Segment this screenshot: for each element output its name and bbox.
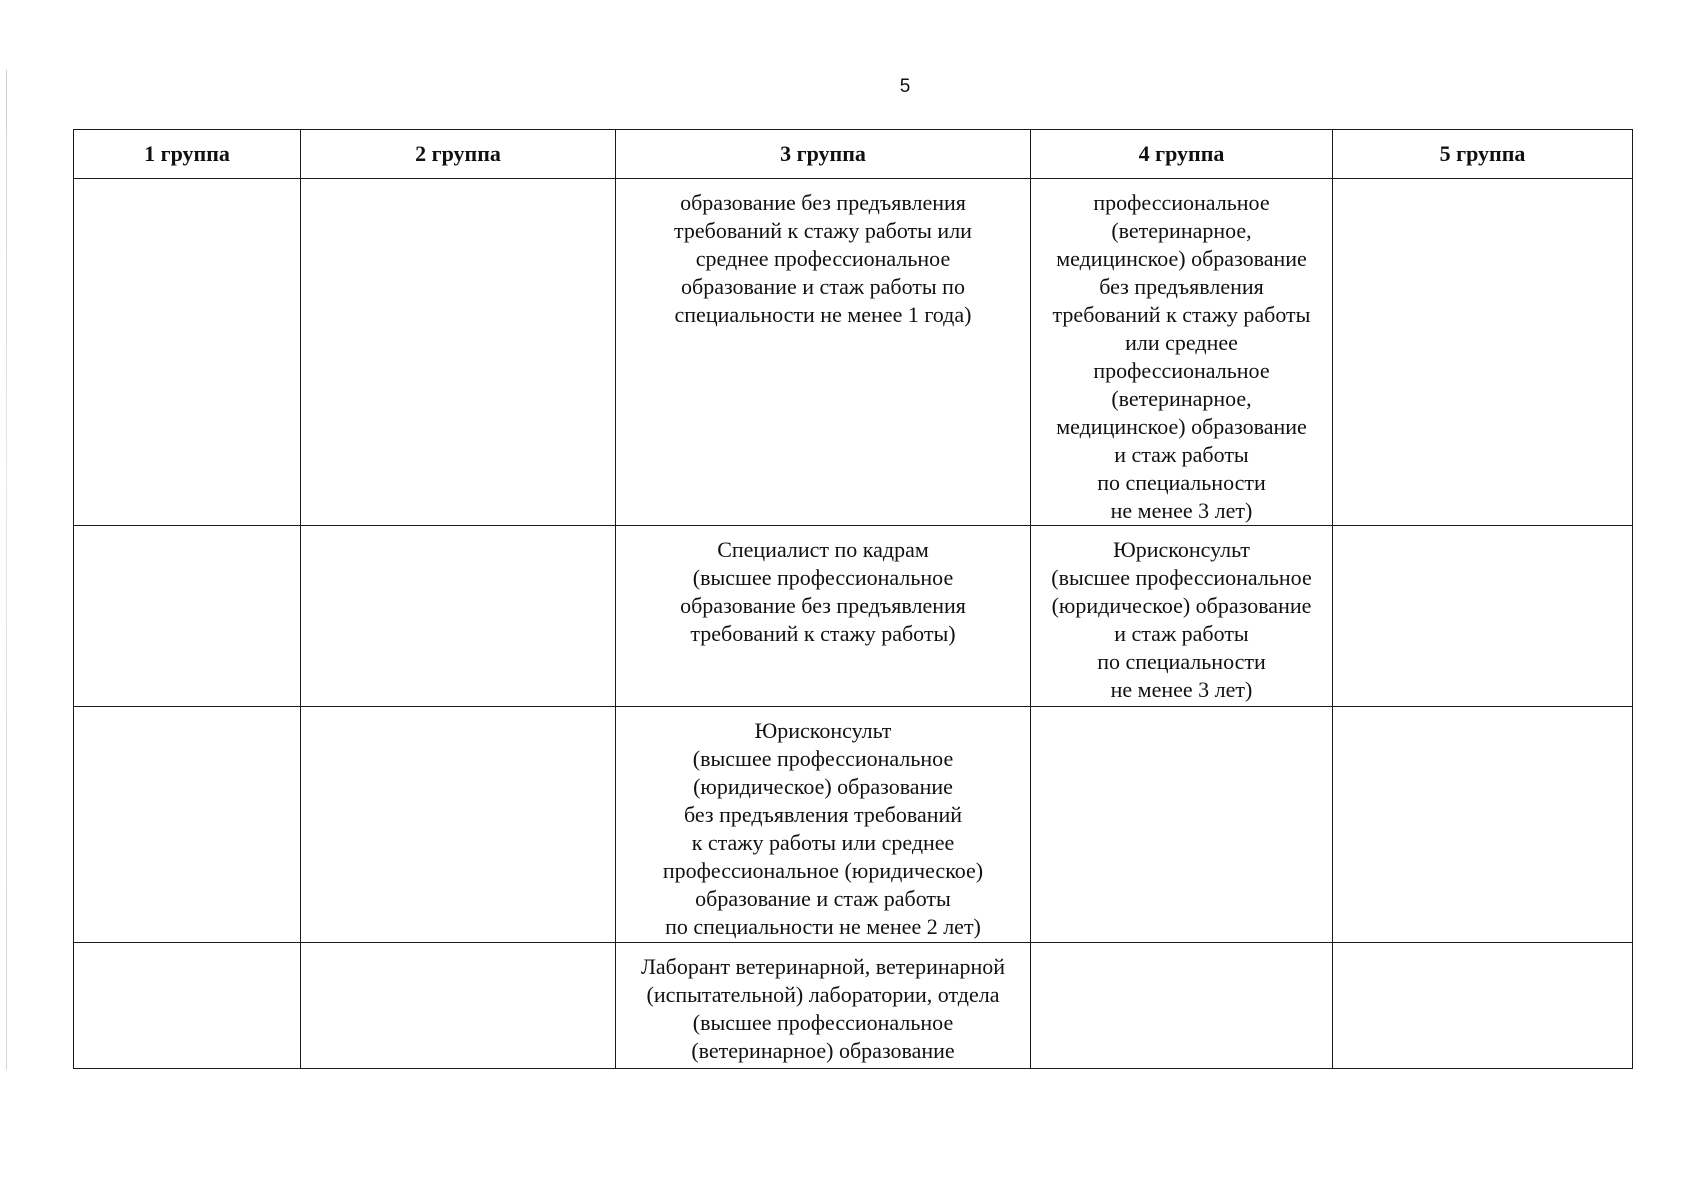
table-cell: Лаборант ветеринарной, ветеринарной (испытательной) лаборатории, отдела (высшее профессиональное (ветеринарное) образование [616, 943, 1031, 1069]
table-cell: Юрисконсульт (высшее профессиональное (юридическое) образование и стаж работы по специальности не менее 3 лет) [1031, 526, 1333, 707]
table-cell [1333, 707, 1633, 943]
table-cell: Юрисконсульт (высшее профессиональное (юридическое) образование без предъявления требований к стажу работы или среднее профессиональное (юридическое) образование и стаж работы по специальности не менее 2 лет) [616, 707, 1031, 943]
table-cell [74, 179, 301, 526]
table-row [74, 943, 1633, 1069]
table-cell [1031, 943, 1333, 1069]
table-cell: профессиональное (ветеринарное, медицинское) образование без предъявления требований к стажу работы или среднее профессиональное (ветеринарное, медицинское) образование и стаж работы по специальности не менее 3 лет) [1031, 179, 1333, 526]
table-cell [1333, 526, 1633, 707]
table-row [74, 707, 1633, 943]
header-group-3: 3 группа [616, 130, 1031, 179]
header-group-2: 2 группа [301, 130, 616, 179]
table-header-row [74, 130, 1633, 179]
qualification-groups-table [73, 129, 1633, 1069]
table-cell [74, 526, 301, 707]
header-group-4: 4 группа [1031, 130, 1333, 179]
table-cell [1333, 943, 1633, 1069]
table-cell [301, 943, 616, 1069]
table-row [74, 179, 1633, 526]
table-cell [301, 707, 616, 943]
table-cell [74, 943, 301, 1069]
table-cell [301, 179, 616, 526]
header-group-5: 5 группа [1333, 130, 1633, 179]
table-row [74, 526, 1633, 707]
table-cell [301, 526, 616, 707]
table-cell [1333, 179, 1633, 526]
page-number: 5 [899, 76, 911, 97]
header-group-1: 1 группа [74, 130, 301, 179]
table-cell [74, 707, 301, 943]
table-cell [1031, 707, 1333, 943]
table-cell: Специалист по кадрам (высшее профессиональное образование без предъявления требований к стажу работы) [616, 526, 1031, 707]
table-cell: образование без предъявления требований к стажу работы или среднее профессиональное образование и стаж работы по специальности не менее 1 года) [616, 179, 1031, 526]
scan-edge-line [6, 70, 7, 1070]
